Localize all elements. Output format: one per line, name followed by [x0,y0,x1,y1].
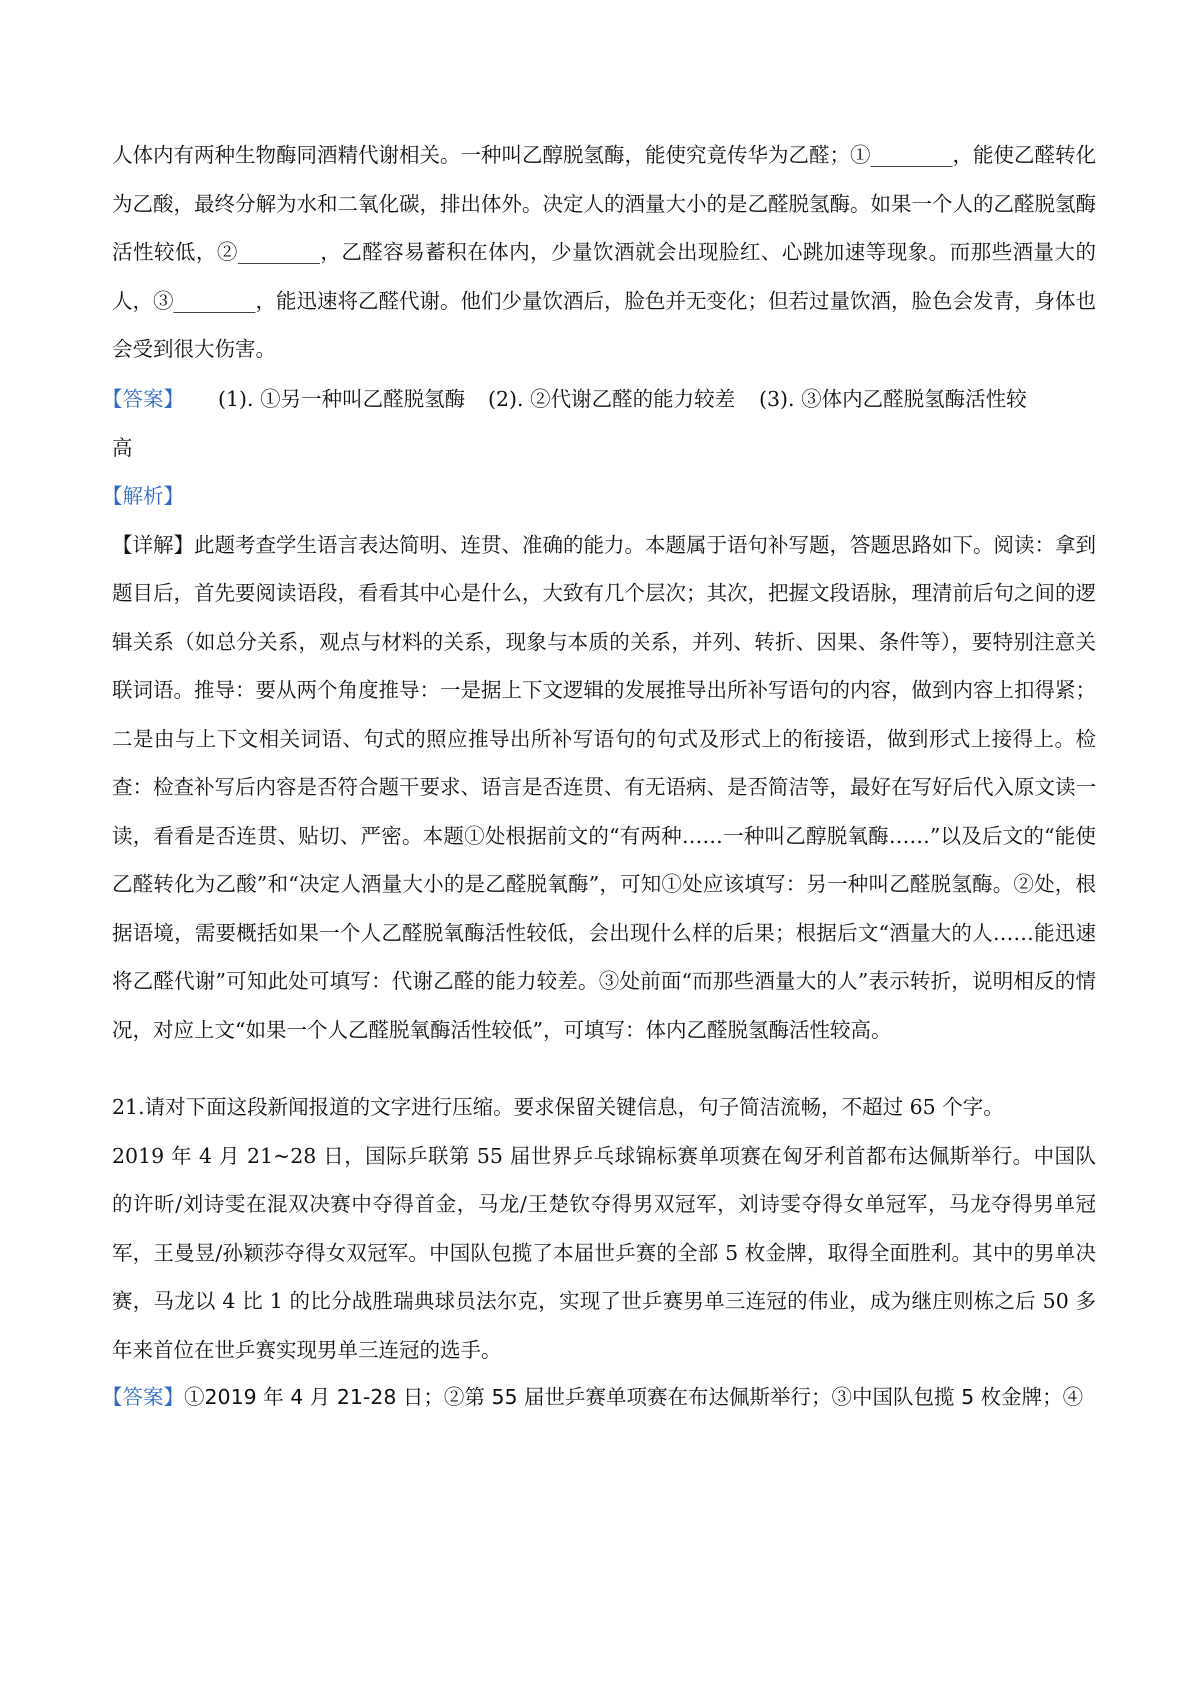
blank-2: ②________ [216,240,320,264]
answer-text: 年 [256,1385,291,1409]
answer-number: 2019 [204,1385,257,1409]
news-passage: 2019 年 4 月 21~28 日，国际乒联第 55 届世界乒乓球锦标赛单项赛在匈牙利首都布达佩斯举行。中国队的许昕/刘诗雯在混双决赛中夺得首金，马龙/王楚钦夺得男双冠军，刘诗雯夺得女单冠军，马龙夺得男单冠军，王曼昱/孙颖莎夺得女双冠军。中国队包揽了本届世乒赛的全部 5 枚金牌，取得全面胜利。其中的男单决赛，马龙以 4 比 1 的比分战胜瑞典球员法尔克，实现了世乒赛男单三连冠的伟业，成为继庄则栋之后 50 多年来首位在世乒赛实现男单三连冠的选手。 [112,1143,1096,1362]
answer-tag: 【答案】 [102,387,184,411]
question-21 [112,1083,1096,1374]
passage-text-2: ，能使乙醛转化为乙酸，最终分解为水和二氧化碳，排出体外。决定人的酒量大小的是乙醛脱氢酶。如果一个人的乙醛脱氢酶活性较低， [112,143,1096,264]
analysis-detail: 【详解】此题考查学生语言表达简明、连贯、准确的能力。本题属于语句补写题，答题思路如下。阅读：拿到题目后，首先要阅读语段，看看其中心是什么，大致有几个层次；其次，把握文段语脉，理清前后句之间的逻辑关系（如总分关系，观点与材料的关系，现象与本质的关系，并列、转折、因果、条件等），要特别注意关联词语。推导：要从两个角度推导：一是据上下文逻辑的发展推导出所补写语句的内容，做到内容上扣得紧；二是由与上下文相关词语、句式的照应推导出所补写语句的句式及形式上的衔接语，做到形式上接得上。检查：检查补写后内容是否符合题干要求、语言是否连贯、有无语病、是否简洁等，最好在写好后代入原文读一读，看看是否连贯、贴切、严密。本题①处根据前文的“有两种……一种叫乙醇脱氧酶……”以及后文的“能使乙醛转化为乙酸”和“决定人酒量大小的是乙醛脱氧酶”，可知①处应该填写：另一种叫乙醛脱氢酶。②处，根据语境，需要概括如果一个人乙醛脱氧酶活性较低，会出现什么样的后果；根据后文“酒量大的人……能迅速将乙醛代谢”可知此处可填写：代谢乙醛的能力较差。③处前面“而那些酒量大的人”表示转折，说明相反的情况，对应上文“如果一个人乙醛脱氧酶活性较低”，可填写：体内乙醛脱氢酶活性较高。 [112,532,1096,1042]
answer-item-1: (1). ①另一种叫乙醛脱氢酶 [218,387,466,411]
analysis-section [102,472,1096,1054]
answer-item-2: (2). ②代谢乙醛的能力较差 [488,387,736,411]
analysis-tag-row [102,472,1096,521]
passage-text-3: ，乙醛容易蓄积在体内，少量饮酒就会出现脸红、心跳加速等现象。而那些酒量大的人， [112,240,1097,313]
passage [112,131,1096,374]
analysis-tag: 【解析】 [102,484,184,508]
passage-text-1: 人体内有两种生物酶同酒精代谢相关。一种叫乙醇脱氢酶，能使究竟传华为乙醛； [112,143,850,167]
answer-line [102,1373,1096,1422]
blank-3: ③________ [153,288,256,313]
answer-section-2 [102,1373,1096,1422]
answer-text: 枚金牌；④ [974,1385,1084,1409]
answer-section-1 [102,375,1096,472]
answer-item-3: (3). ③体内乙醛脱氢酶活性较 [759,387,1027,411]
answer-text: ① [184,1385,205,1409]
answer-number: 55 [491,1385,518,1409]
question-prompt: 21.请对下面这段新闻报道的文字进行压缩。要求保留关键信息，句子简洁流畅，不超过 65 个字。 [112,1095,1004,1119]
answer-number: 21-28 [336,1385,397,1409]
answer-number: 5 [961,1385,975,1409]
answer-tag-2: 【答案】 [102,1385,184,1409]
answer-text: 月 [303,1385,337,1409]
answer-item-3-tail: 高 [112,435,133,460]
answer-row [102,375,1096,424]
passage-text-4: ，能迅速将乙醛代谢。他们少量饮酒后，脸色并无变化；但若过量饮酒，脸色会发青，身体也会受到很大伤害。 [112,288,1096,361]
answer-text: 日；②第 [396,1385,492,1409]
passage-paragraph [112,131,1096,374]
blank-1: ①________ [850,143,953,167]
answer-text: 届世乒赛单项赛在布达佩斯举行；③中国队包揽 [517,1385,962,1409]
answer-number: 4 [290,1385,304,1409]
